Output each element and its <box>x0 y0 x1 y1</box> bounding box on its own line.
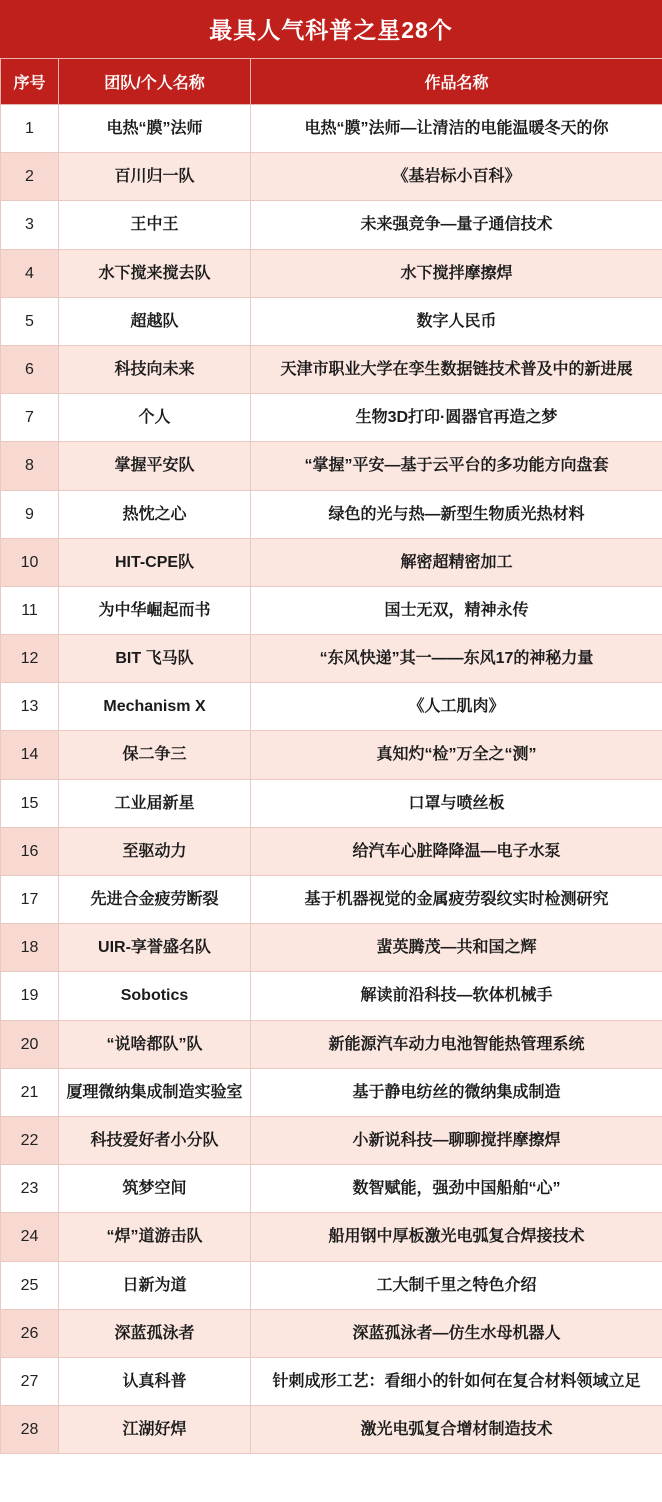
cell-index: 3 <box>1 201 59 249</box>
cell-index: 22 <box>1 1116 59 1164</box>
cell-team-name: 电热“膜”法师 <box>59 105 251 153</box>
cell-team-name: BIT 飞马队 <box>59 635 251 683</box>
cell-work-name: 国士无双，精神永传 <box>251 586 662 634</box>
cell-index: 9 <box>1 490 59 538</box>
cell-team-name: 热忱之心 <box>59 490 251 538</box>
cell-index: 13 <box>1 683 59 731</box>
cell-team-name: 江湖好焊 <box>59 1406 251 1454</box>
cell-index: 12 <box>1 635 59 683</box>
cell-team-name: 筑梦空间 <box>59 1165 251 1213</box>
cell-work-name: 深蓝孤泳者—仿生水母机器人 <box>251 1309 662 1357</box>
column-header-team: 团队/个人名称 <box>59 59 251 105</box>
cell-team-name: 掌握平安队 <box>59 442 251 490</box>
cell-index: 15 <box>1 779 59 827</box>
table-row <box>1 105 662 153</box>
cell-team-name: HIT-CPE队 <box>59 538 251 586</box>
table-row <box>1 635 662 683</box>
cell-index: 8 <box>1 442 59 490</box>
cell-index: 23 <box>1 1165 59 1213</box>
cell-team-name: 科技向未来 <box>59 345 251 393</box>
cell-work-name: 《基岩标小百科》 <box>251 153 662 201</box>
table-row <box>1 779 662 827</box>
table-row <box>1 394 662 442</box>
cell-work-name: 真知灼“检”万全之“测” <box>251 731 662 779</box>
cell-team-name: 王中王 <box>59 201 251 249</box>
table-row <box>1 1309 662 1357</box>
cell-work-name: 新能源汽车动力电池智能热管理系统 <box>251 1020 662 1068</box>
table-row <box>1 1261 662 1309</box>
table-row <box>1 538 662 586</box>
cell-team-name: 工业届新星 <box>59 779 251 827</box>
cell-index: 7 <box>1 394 59 442</box>
cell-work-name: 解密超精密加工 <box>251 538 662 586</box>
table-row <box>1 731 662 779</box>
cell-team-name: 认真科普 <box>59 1357 251 1405</box>
table-header-row <box>1 59 662 105</box>
table-row <box>1 153 662 201</box>
cell-work-name: 小新说科技—聊聊搅拌摩擦焊 <box>251 1116 662 1164</box>
table-row <box>1 1357 662 1405</box>
cell-index: 14 <box>1 731 59 779</box>
cell-index: 26 <box>1 1309 59 1357</box>
column-header-work: 作品名称 <box>251 59 662 105</box>
cell-work-name: 基于机器视觉的金属疲劳裂纹实时检测研究 <box>251 876 662 924</box>
cell-team-name: 先进合金疲劳断裂 <box>59 876 251 924</box>
cell-work-name: 船用钢中厚板激光电弧复合焊接技术 <box>251 1213 662 1261</box>
cell-team-name: Mechanism X <box>59 683 251 731</box>
cell-team-name: “说啥都队”队 <box>59 1020 251 1068</box>
cell-team-name: 厦理微纳集成制造实验室 <box>59 1068 251 1116</box>
table-row <box>1 201 662 249</box>
cell-index: 28 <box>1 1406 59 1454</box>
cell-index: 5 <box>1 297 59 345</box>
table-row <box>1 1165 662 1213</box>
cell-index: 10 <box>1 538 59 586</box>
cell-team-name: 保二争三 <box>59 731 251 779</box>
cell-index: 27 <box>1 1357 59 1405</box>
cell-work-name: 天津市职业大学在孪生数据链技术普及中的新进展 <box>251 345 662 393</box>
table-row <box>1 442 662 490</box>
table-row <box>1 683 662 731</box>
cell-work-name: 口罩与喷丝板 <box>251 779 662 827</box>
cell-index: 17 <box>1 876 59 924</box>
cell-team-name: 百川归一队 <box>59 153 251 201</box>
cell-team-name: 为中华崛起而书 <box>59 586 251 634</box>
cell-work-name: 《人工肌肉》 <box>251 683 662 731</box>
cell-work-name: 解读前沿科技—软体机械手 <box>251 972 662 1020</box>
table-row <box>1 490 662 538</box>
cell-team-name: 深蓝孤泳者 <box>59 1309 251 1357</box>
cell-work-name: 激光电弧复合增材制造技术 <box>251 1406 662 1454</box>
cell-team-name: 至驱动力 <box>59 827 251 875</box>
cell-index: 1 <box>1 105 59 153</box>
cell-team-name: UIR-享誉盛名队 <box>59 924 251 972</box>
cell-work-name: 电热“膜”法师—让清洁的电能温暖冬天的你 <box>251 105 662 153</box>
page-title: 最具人气科普之星28个 <box>0 0 662 58</box>
cell-team-name: 科技爱好者小分队 <box>59 1116 251 1164</box>
cell-team-name: “焊”道游击队 <box>59 1213 251 1261</box>
table-row <box>1 1068 662 1116</box>
cell-team-name: Sobotics <box>59 972 251 1020</box>
cell-work-name: 数智赋能，强劲中国船舶“心” <box>251 1165 662 1213</box>
cell-work-name: 绿色的光与热—新型生物质光热材料 <box>251 490 662 538</box>
table-row <box>1 345 662 393</box>
table-row <box>1 1116 662 1164</box>
cell-index: 19 <box>1 972 59 1020</box>
cell-work-name: 针刺成形工艺：看细小的针如何在复合材料领域立足 <box>251 1357 662 1405</box>
cell-index: 25 <box>1 1261 59 1309</box>
cell-work-name: 基于静电纺丝的微纳集成制造 <box>251 1068 662 1116</box>
table-row <box>1 249 662 297</box>
cell-index: 16 <box>1 827 59 875</box>
cell-work-name: “掌握”平安—基于云平台的多功能方向盘套 <box>251 442 662 490</box>
table-row <box>1 972 662 1020</box>
table-row <box>1 876 662 924</box>
award-table <box>0 58 662 1454</box>
cell-team-name: 日新为道 <box>59 1261 251 1309</box>
table-row <box>1 1020 662 1068</box>
cell-index: 2 <box>1 153 59 201</box>
cell-team-name: 水下搅来搅去队 <box>59 249 251 297</box>
table-row <box>1 1213 662 1261</box>
cell-work-name: 数字人民币 <box>251 297 662 345</box>
cell-team-name: 超越队 <box>59 297 251 345</box>
cell-index: 6 <box>1 345 59 393</box>
cell-index: 24 <box>1 1213 59 1261</box>
cell-index: 20 <box>1 1020 59 1068</box>
table-row <box>1 297 662 345</box>
cell-team-name: 个人 <box>59 394 251 442</box>
cell-work-name: 蜚英腾茂—共和国之辉 <box>251 924 662 972</box>
cell-work-name: 生物3D打印·圆器官再造之梦 <box>251 394 662 442</box>
cell-work-name: 给汽车心脏降降温—电子水泵 <box>251 827 662 875</box>
table-row <box>1 1406 662 1454</box>
table-body <box>1 105 662 1454</box>
cell-work-name: 水下搅拌摩擦焊 <box>251 249 662 297</box>
cell-index: 4 <box>1 249 59 297</box>
cell-work-name: “东风快递”其一——东风17的神秘力量 <box>251 635 662 683</box>
cell-index: 18 <box>1 924 59 972</box>
cell-index: 11 <box>1 586 59 634</box>
cell-index: 21 <box>1 1068 59 1116</box>
table-row <box>1 924 662 972</box>
cell-work-name: 未来强竞争—量子通信技术 <box>251 201 662 249</box>
cell-work-name: 工大制千里之特色介绍 <box>251 1261 662 1309</box>
column-header-index: 序号 <box>1 59 59 105</box>
table-row <box>1 827 662 875</box>
table-row <box>1 586 662 634</box>
